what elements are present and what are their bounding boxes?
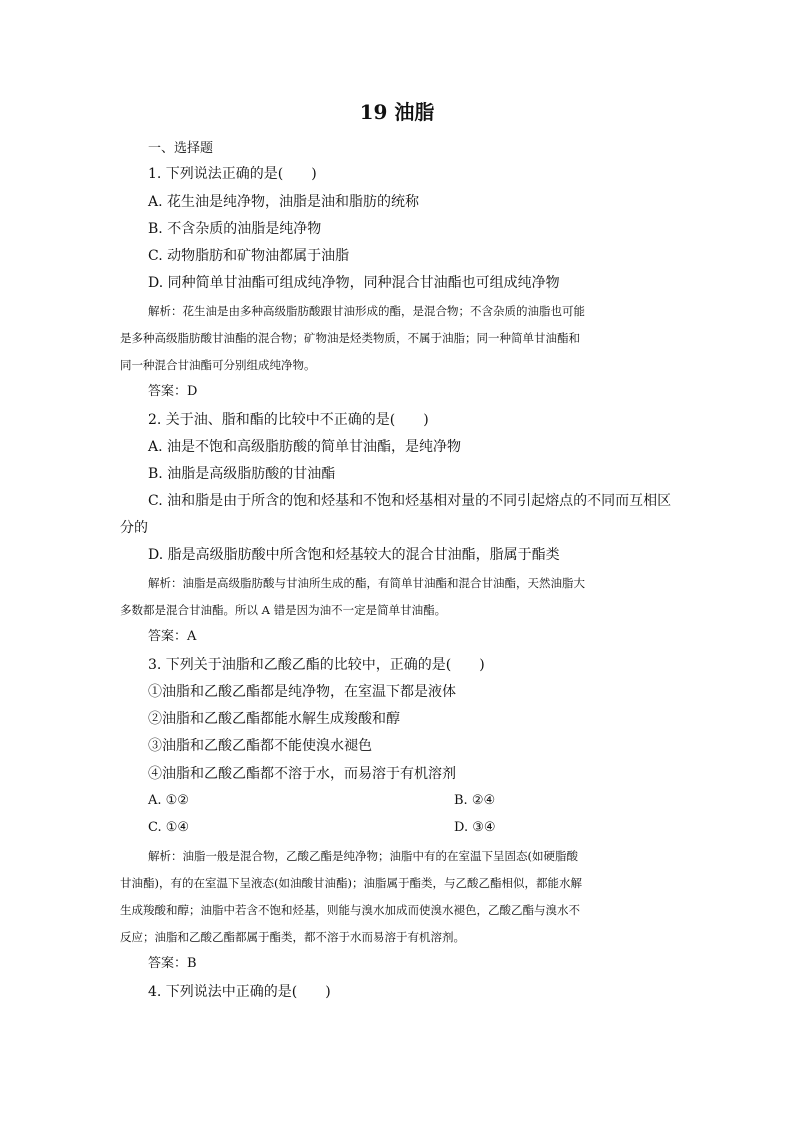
q3-explanation-line-1: 解析：油脂一般是混合物，乙酸乙酯是纯净物；油脂中有的在室温下呈固态(如硬脂酸: [148, 849, 578, 863]
q1-option-b: B. 不含杂质的油脂是纯净物: [148, 221, 322, 237]
q1-option-c: C. 动物脂肪和矿物油都属于油脂: [148, 248, 350, 264]
q3-option-b: B. ②④: [454, 793, 496, 808]
q3-explanation-line-3: 生成羧酸和醇；油脂中若含不饱和烃基，则能与溴水加成而使溴水褪色，乙酸乙酯与溴水不: [120, 903, 580, 917]
q3-statement-4: ④油脂和乙酸乙酯都不溶于水，而易溶于有机溶剂: [148, 766, 456, 782]
q3-stem: 3. 下列关于油脂和乙酸乙酯的比较中，正确的是( ): [148, 657, 485, 673]
q2-option-b: B. 油脂是高级脂肪酸的甘油酯: [148, 466, 336, 482]
q1-answer: 答案：D: [148, 384, 198, 399]
q2-answer: 答案：A: [148, 629, 197, 644]
q1-option-d: D. 同种简单甘油酯可组成纯净物，同种混合甘油酯也可组成纯净物: [148, 275, 560, 291]
q3-answer: 答案：B: [148, 956, 197, 971]
q3-explanation-line-4: 反应；油脂和乙酸乙酯都属于酯类，都不溶于水而易溶于有机溶剂。: [120, 930, 465, 944]
q3-option-a: A. ①②: [148, 793, 189, 808]
q2-stem: 2. 关于油、脂和酯的比较中不正确的是( ): [148, 412, 429, 428]
q3-statement-2: ②油脂和乙酸乙酯都能水解生成羧酸和醇: [148, 711, 400, 727]
q1-stem: 1. 下列说法正确的是( ): [148, 166, 317, 182]
q1-explanation-line-3: 同一种混合甘油酯可分别组成纯净物。: [120, 358, 316, 372]
q3-statement-3: ③油脂和乙酸乙酯都不能使溴水褪色: [148, 738, 372, 754]
q3-option-c: C. ①④: [148, 820, 190, 835]
q3-option-d: D. ③④: [454, 820, 496, 835]
q2-option-d: D. 脂是高级脂肪酸中所含饱和烃基较大的混合甘油酯，脂属于酯类: [148, 547, 560, 563]
q1-explanation-line-2: 是多种高级脂肪酸甘油酯的混合物；矿物油是烃类物质，不属于油脂；同一种简单甘油酯和: [120, 331, 580, 345]
q1-option-a: A. 花生油是纯净物，油脂是油和脂肪的统称: [148, 194, 420, 210]
q1-explanation-line-1: 解析：花生油是由多种高级脂肪酸跟甘油形成的酯，是混合物；不含杂质的油脂也可能: [148, 304, 585, 318]
q3-statement-1: ①油脂和乙酸乙酯都是纯净物，在室温下都是液体: [148, 684, 456, 700]
q2-explanation-line-1: 解析：油脂是高级脂肪酸与甘油所生成的酯，有简单甘油酯和混合甘油酯，天然油脂大: [148, 576, 585, 590]
q3-explanation-line-2: 甘油酯)，有的在室温下呈液态(如油酸甘油酯)；油脂属于酯类，与乙酸乙酯相似，都能水解: [120, 876, 582, 890]
q2-option-c: C. 油和脂是由于所含的饱和烃基和不饱和烃基相对量的不同引起熔点的不同而互相区: [148, 493, 672, 509]
q4-stem: 4. 下列说法中正确的是( ): [148, 984, 331, 1000]
page-title: 19 油脂: [359, 100, 435, 124]
section-heading: 一、选择题: [148, 141, 214, 156]
q2-option-a: A. 油是不饱和高级脂肪酸的简单甘油酯，是纯净物: [148, 439, 462, 455]
q2-option-c-continued: 分的: [120, 520, 148, 536]
q2-explanation-line-2: 多数都是混合甘油酯。所以 A 错是因为油不一定是简单甘油酯。: [120, 603, 447, 617]
